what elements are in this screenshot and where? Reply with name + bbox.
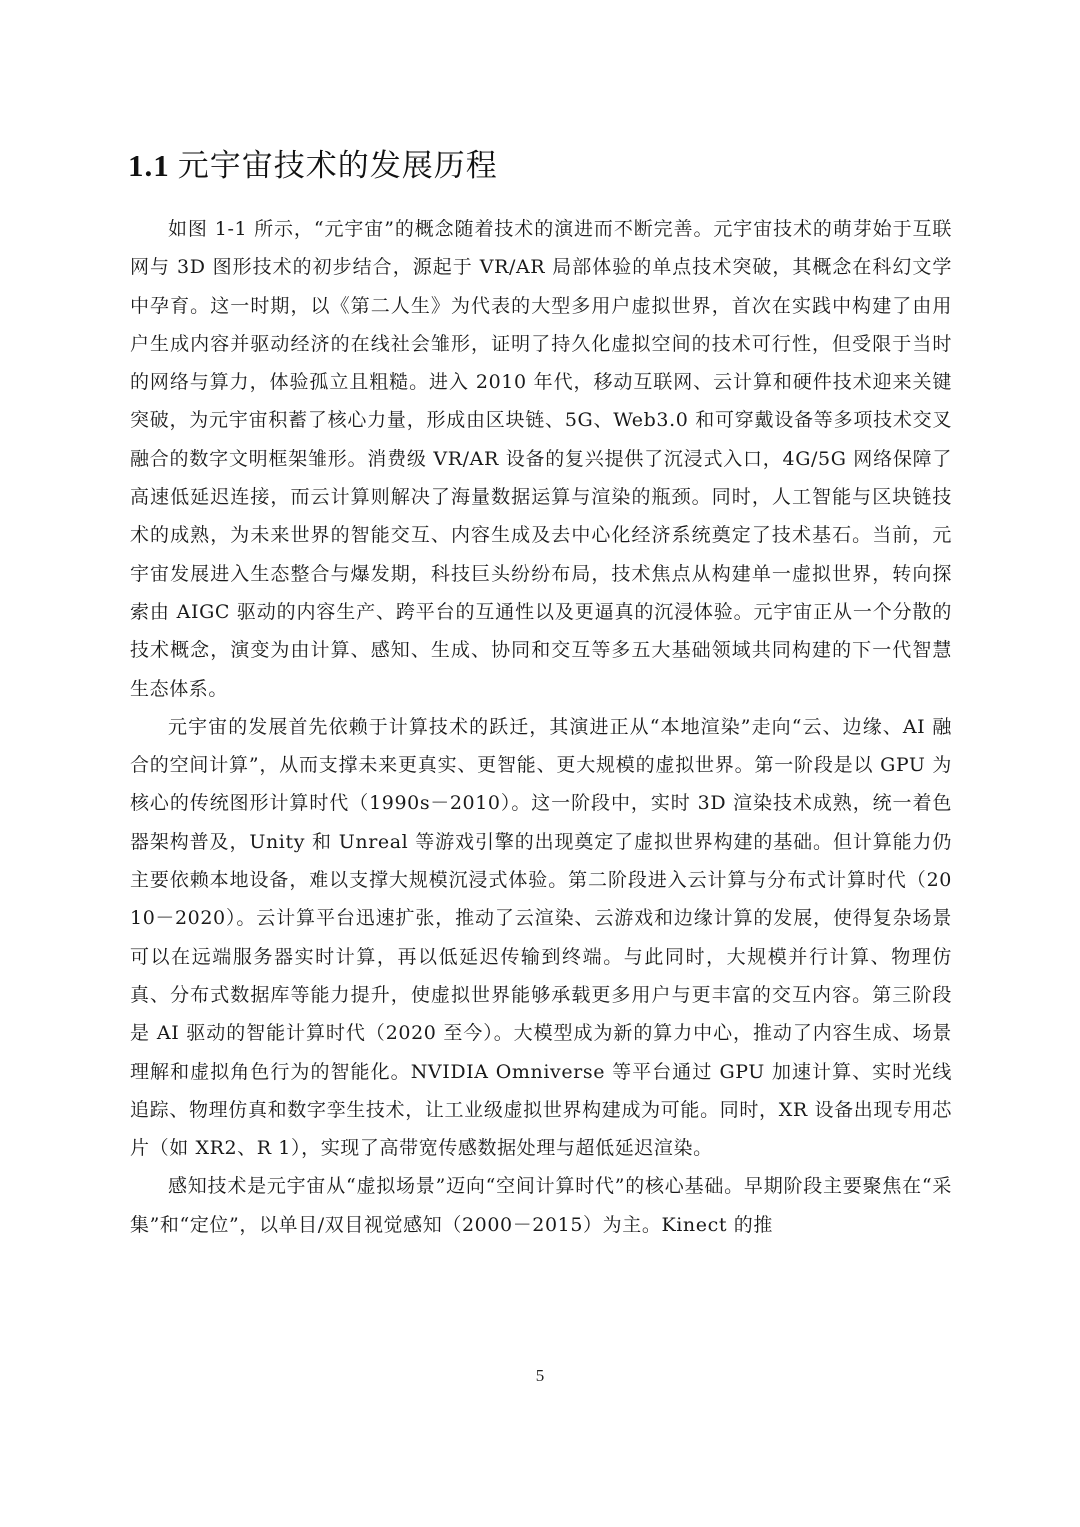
section-heading [128, 140, 498, 185]
paragraph-computing-technology: 元宇宙的发展首先依赖于计算技术的跃迁，其演进正从“本地渲染”走向“云、边缘、AI 融合的空间计算”，从而支撑未来更真实、更智能、更大规模的虚拟世界。第一阶段是以 GPU 为核心的传统图形计算时代（1990s－2010）。这一阶段中，实时 3D 渲染技术成熟，统一着色器架构普及，Unity 和 Unreal 等游戏引擎的出现奠定了虚拟世界构建的基础。但计算能力仍主要依赖本地设备，难以支撑大规模沉浸式体验。第二阶段进入云计算与分布式计算时代（2010－2020）。云计算平台迅速扩张，推动了云渲染、云游戏和边缘计算的发展，使得复杂场景可以在远端服务器实时计算，再以低延迟传输到终端。与此同时，大规模并行计算、物理仿真、分布式数据库等能力提升，使虚拟世界能够承载更多用户与更丰富的交互内容。第三阶段是 AI 驱动的智能计算时代（2020 至今）。大模型成为新的算力中心，推动了内容生成、场景理解和虚拟角色行为的智能化。NVIDIA Omniverse 等平台通过 GPU 加速计算、实时光线追踪、物理仿真和数字孪生技术，让工业级虚拟世界构建成为可能。同时，XR 设备出现专用芯片（如 XR2、R 1），实现了高带宽传感数据处理与超低延迟渲染。 [130, 715, 952, 1160]
page-number: 5 [535, 1366, 545, 1385]
body-text [130, 210, 952, 1244]
paragraph-perception-technology: 感知技术是元宇宙从“虚拟场景”迈向“空间计算时代”的核心基础。早期阶段主要聚焦在“采集”和“定位”，以单目/双目视觉感知（2000－2015）为主。Kinect 的推 [130, 1175, 952, 1236]
paragraph-history-overview: 如图 1-1 所示，“元宇宙”的概念随着技术的演进而不断完善。元宇宙技术的萌芽始于互联网与 3D 图形技术的初步结合，源起于 VR/AR 局部体验的单点技术突破，其概念在科幻文学中孕育。这一时期，以《第二人生》为代表的大型多用户虚拟世界，首次在实践中构建了由用户生成内容并驱动经济的在线社会雏形，证明了持久化虚拟空间的技术可行性，但受限于当时的网络与算力，体验孤立且粗糙。进入 2010 年代，移动互联网、云计算和硬件技术迎来关键突破，为元宇宙积蓄了核心力量，形成由区块链、5G、Web3.0 和可穿戴设备等多项技术交叉融合的数字文明框架雏形。消费级 VR/AR 设备的复兴提供了沉浸式入口，4G/5G 网络保障了高速低延迟连接，而云计算则解决了海量数据运算与渲染的瓶颈。同时，人工智能与区块链技术的成熟，为未来世界的智能交互、内容生成及去中心化经济系统奠定了技术基石。当前，元宇宙发展进入生态整合与爆发期，科技巨头纷纷布局，技术焦点从构建单一虚拟世界，转向探索由 AIGC 驱动的内容生产、跨平台的互通性以及更逼真的沉浸体验。元宇宙正从一个分散的技术概念，演变为由计算、感知、生成、协同和交互等多五大基础领域共同构建的下一代智慧生态体系。 [130, 218, 952, 700]
section-number: 1.1 [128, 148, 170, 183]
section-title: 元宇宙技术的发展历程 [177, 148, 498, 184]
